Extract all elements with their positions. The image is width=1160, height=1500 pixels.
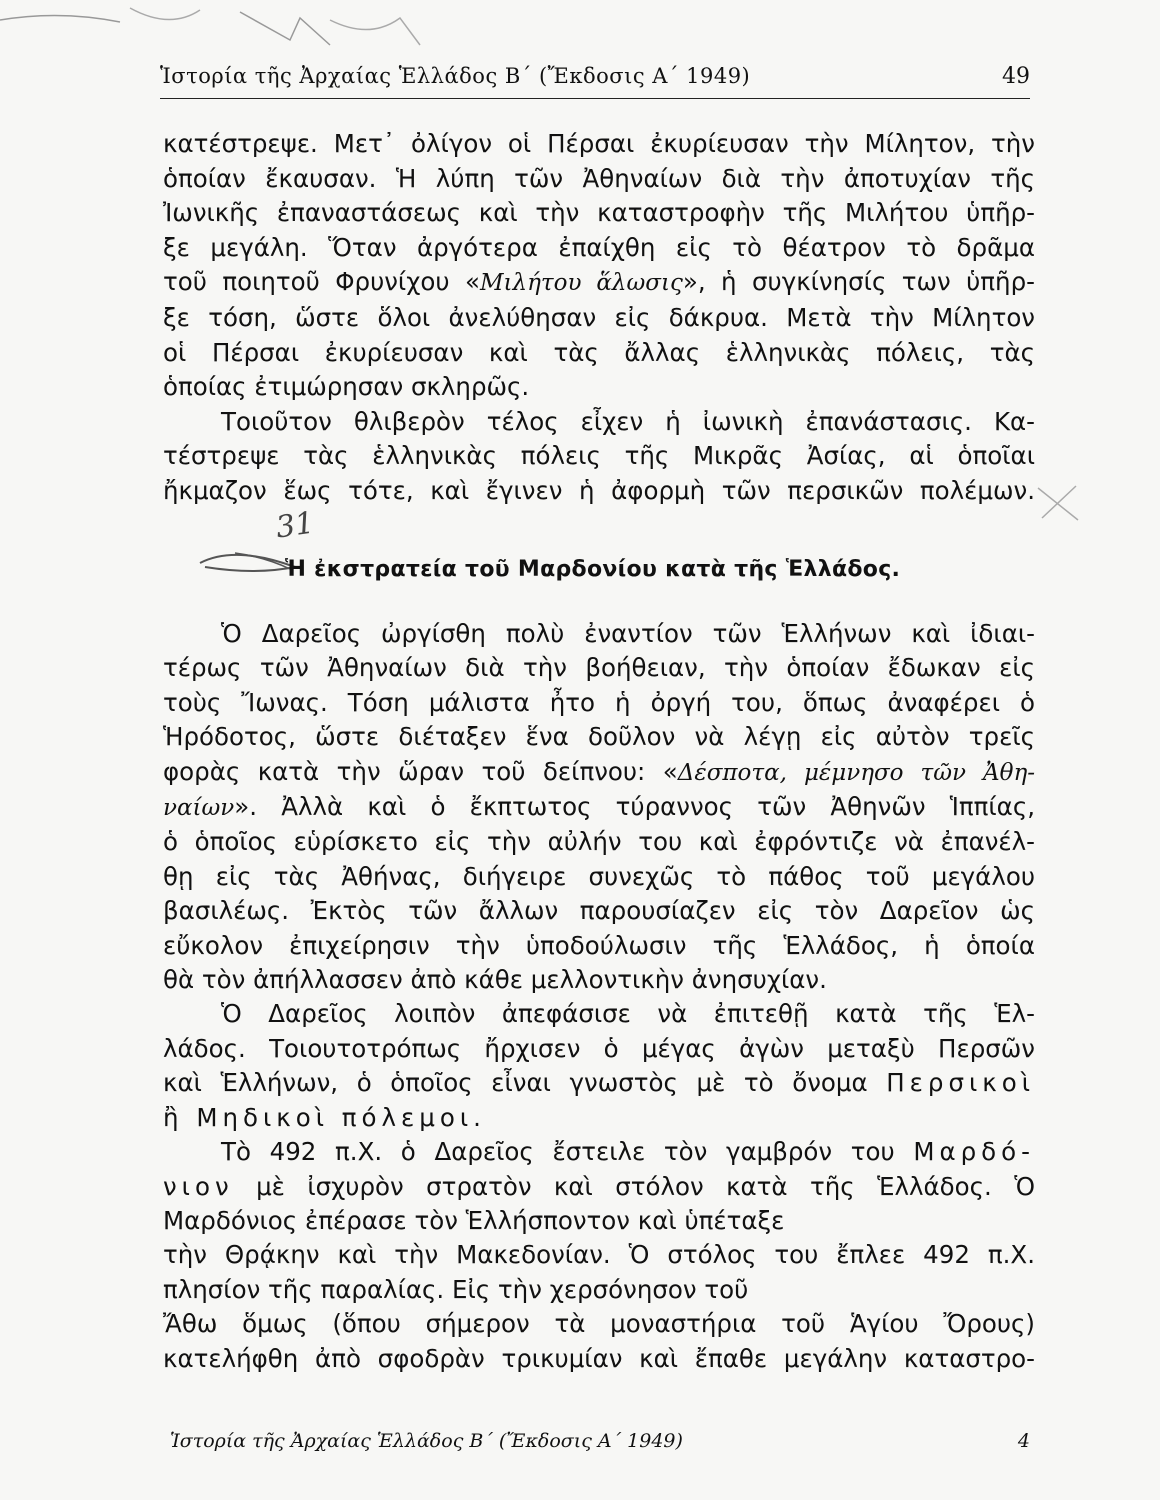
text-line: οἱ Πέρσαι ἐκυρίευσαν καὶ τὰς ἄλλας ἑλληνικὰς πόλεις, τὰς [163, 337, 1035, 367]
text-line: εὔκολον ἐπιχείρησιν τὴν ὑποδούλωσιν τῆς Ἑλλάδος, ἡ ὁποία [163, 930, 1035, 960]
pencil-number: 31 [273, 505, 317, 546]
text-line: Ἄθω ὅμως (ὅπου σήμερον τὰ μοναστήρια τοῦ Ἁγίου Ὄρους) [163, 1309, 1035, 1339]
text-line: Ἰωνικῆς ἐπαναστάσεως καὶ τὴν καταστροφὴν τῆς Μιλήτου ὑπῆρ- [163, 198, 1035, 228]
text-line [163, 265, 1035, 301]
section-heading: Ἡ ἐκστρατεία τοῦ Μαρδονίου κατὰ τῆς Ἑλλάδος. [285, 557, 901, 582]
text-line: τὴν Θρᾴκην καὶ τὴν Μακεδονίαν. Ὁ στόλος του ἔπλεε 492 π.Χ. [163, 1240, 1035, 1270]
page-header [160, 62, 1030, 99]
text-fragment: μὲ ἰσχυρὸν στρατὸν καὶ στόλον κατὰ τῆς Ἑλλάδος. Ὁ [233, 1171, 1035, 1201]
text-line: Μαρδόνιος ἐπέρασε τὸν Ἑλλήσποντον καὶ ὑπέταξε [163, 1205, 785, 1235]
play-title: Μιλήτου ἅλωσις [479, 270, 683, 297]
quote-text: Δέσποτα, μέμνησο τῶν Ἀθη- [677, 759, 1035, 786]
pencil-cross-mark [1028, 478, 1088, 528]
text-line: τοὺς Ἴωνας. Τόση μάλιστα ἦτο ἡ ὀργή του, ὅπως ἀναφέρει ὁ [163, 687, 1035, 717]
text-fragment: φορὰς κατὰ τὴν ὥραν τοῦ δείπνου: « [163, 756, 678, 786]
text-line: ὁποίας ἐτιμώρησαν σκληρῶς. [163, 372, 530, 402]
text-fragment: », ἡ συγκίνησίς των ὑπῆρ- [682, 267, 1035, 297]
text-line: ὁ ὁποῖος εὑρίσκετο εἰς τὴν αὐλήν του καὶ ἐφρόντιζε νὰ ἐπανέλ- [163, 827, 1035, 857]
text-line: Τοιοῦτον θλιβερὸν τέλος εἶχεν ἡ ἰωνικὴ ἐπανάστασις. Κα- [221, 406, 1035, 436]
text-line: Ὁ Δαρεῖος λοιπὸν ἀπεφάσισε νὰ ἐπιτεθῇ κατὰ τῆς Ἑλ- [221, 999, 1035, 1029]
text-line [163, 790, 1035, 825]
text-fragment: ». Ἀλλὰ καὶ ὁ ἔκπτωτος τύραννος τῶν Ἀθηνῶν Ἱππίας, [234, 792, 1035, 822]
text-line [163, 1101, 1035, 1135]
text-line [163, 1135, 1035, 1169]
text-line: ξε μεγάλη. Ὅταν ἀργότερα ἐπαίχθη εἰς τὸ θέατρον τὸ δρᾶμα [163, 232, 1035, 262]
emphasized-term: Περσικοὶ [886, 1068, 1035, 1098]
text-line [163, 1170, 1035, 1204]
footer-running-title: Ἱστορία τῆς Ἀρχαίας Ἑλλάδος Β΄ (Ἔκδοσις Α΄ 1949) [170, 1430, 683, 1452]
emphasized-name: νιον [163, 1171, 234, 1201]
text-line: θὰ τὸν ἀπήλλασσεν ἀπὸ κάθε μελλοντικὴν ἀνησυχίαν. [163, 965, 827, 995]
page-footer [170, 1430, 1030, 1464]
text-fragment: τοῦ ποιητοῦ Φρυνίχου « [163, 267, 480, 297]
text-line: ὁποίαν ἔκαυσαν. Ἡ λύπη τῶν Ἀθηναίων διὰ τὴν ἀποτυχίαν τῆς [163, 163, 1035, 193]
emphasized-term: ἢ Μηδικοὶ πόλεμοι. [163, 1102, 486, 1132]
text-line: τέρως τῶν Ἀθηναίων διὰ τὴν βοήθειαν, τὴν ὁποίαν ἔδωκαν εἰς [163, 653, 1035, 683]
text-fragment: καὶ Ἑλλήνων, ὁ ὁποῖος εἶναι γνωστὸς μὲ τὸ ὄνομα [163, 1068, 887, 1098]
running-title: Ἱστορία τῆς Ἀρχαίας Ἑλλάδος Β΄ (Ἔκδοσις Α΄ 1949) [160, 64, 751, 88]
text-line: κατελήφθη ἀπὸ σφοδρὰν τρικυμίαν καὶ ἔπαθε μεγάλην καταστρο- [163, 1343, 1035, 1373]
text-line: κατέστρεψε. Μετ᾽ ὀλίγον οἱ Πέρσαι ἐκυρίευσαν τὴν Μίλητον, τὴν [163, 129, 1035, 158]
text-line: ξε τόση, ὥστε ὅλοι ἀνελύθησαν εἰς δάκρυα. Μετὰ τὴν Μίλητον [163, 302, 1035, 332]
quote-text: ναίων [163, 795, 235, 822]
signature-mark: 4 [1017, 1430, 1030, 1452]
text-line: θῃ εἰς τὰς Ἀθήνας, διήγειρε συνεχῶς τὸ πάθος τοῦ μεγάλου [163, 861, 1035, 891]
text-line: πλησίον τῆς παραλίας. Εἰς τὴν χερσόνησον τοῦ [163, 1274, 749, 1304]
text-line [163, 1066, 1035, 1100]
text-line: ἤκμαζον ἕως τότε, καὶ ἔγινεν ἡ ἀφορμὴ τῶν περσικῶν πολέμων. [163, 475, 1035, 505]
page-number: 49 [1002, 64, 1030, 89]
text-line: Ὁ Δαρεῖος ὠργίσθη πολὺ ἐναντίον τῶν Ἑλλήνων καὶ ἰδιαι- [221, 619, 1035, 648]
paragraph-block-1 [163, 127, 1035, 509]
text-line [163, 755, 1035, 790]
text-line: λάδος. Τοιουτοτρόπως ἤρχισεν ὁ μέγας ἀγὼν μεταξὺ Περσῶν [163, 1033, 1035, 1063]
text-line: βασιλέως. Ἐκτὸς τῶν ἄλλων παρουσίαζεν εἰς τὸν Δαρεῖον ὡς [163, 896, 1035, 926]
text-fragment: Τὸ 492 π.Χ. ὁ Δαρεῖος ἔστειλε τὸν γαμβρόν του [221, 1137, 914, 1167]
text-line: τέστρεψε τὰς ἑλληνικὰς πόλεις τῆς Μικρᾶς Ἀσίας, αἱ ὁποῖαι [163, 441, 1035, 471]
paragraph-block-2 [163, 617, 1035, 1376]
text-line: Ἡρόδοτος, ὥστε διέταξεν ἕνα δοῦλον νὰ λέγῃ εἰς αὐτὸν τρεῖς [163, 722, 1035, 752]
emphasized-name: Μαρδό- [913, 1137, 1035, 1167]
pencil-scribble-top [0, 0, 460, 70]
